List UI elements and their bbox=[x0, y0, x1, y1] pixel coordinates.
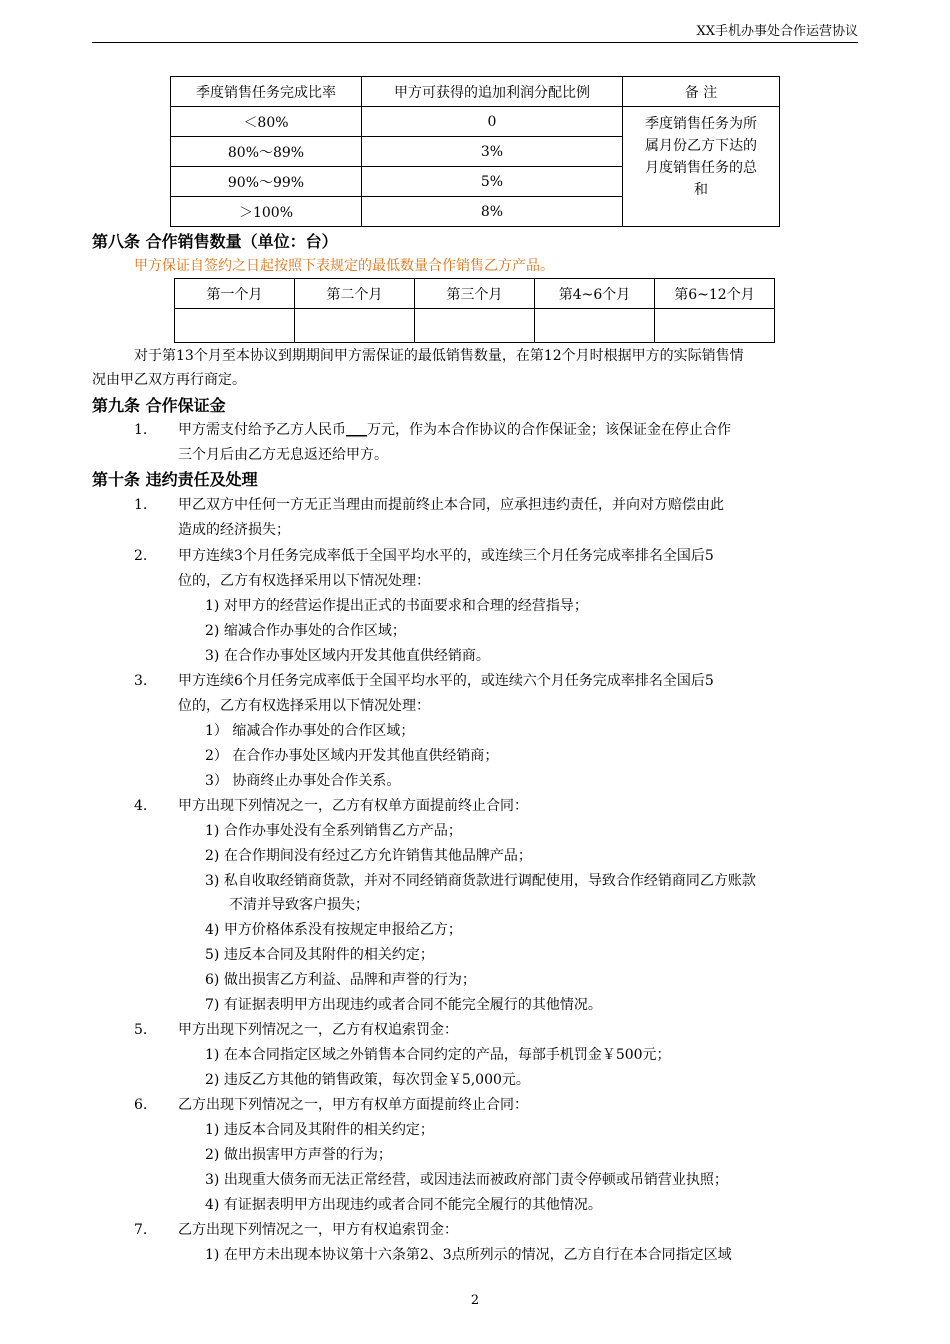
item-text: 位的，乙方有权选择采用以下情况处理： bbox=[178, 573, 430, 589]
sub-item: 2) 缩减合作办事处的合作区域； bbox=[205, 623, 406, 639]
sub-item: 3) 在合作办事处区域内开发其他直供经销商。 bbox=[205, 648, 490, 664]
sub-item: 1) 在甲方未出现本协议第十六条第2、3点所列示的情况，乙方自行在本合同指定区域 bbox=[205, 1247, 732, 1263]
sub-item: 1) 对甲方的经营运作提出正式的书面要求和合理的经营指导； bbox=[205, 598, 588, 614]
sales-quantity-table bbox=[174, 278, 775, 343]
sub-item: 7) 有证据表明甲方出现违约或者合同不能完全履行的其他情况。 bbox=[205, 997, 602, 1013]
table-cell: 5% bbox=[362, 167, 623, 197]
sub-item: 不清并导致客户损失； bbox=[229, 897, 369, 913]
table-header-cell: 第4~6个月 bbox=[535, 279, 655, 309]
sub-item: 2) 做出损害甲方声誉的行为； bbox=[205, 1147, 392, 1163]
table-header-cell: 第6~12个月 bbox=[655, 279, 775, 309]
note-line: 属月份乙方下达的 bbox=[645, 138, 757, 154]
table-header-cell: 季度销售任务完成比率 bbox=[171, 77, 362, 107]
sub-item: 1) 在本合同指定区域之外销售本合同约定的产品，每部手机罚金￥500元； bbox=[205, 1047, 671, 1063]
sub-item: 5) 违反本合同及其附件的相关约定； bbox=[205, 947, 434, 963]
table-header-cell: 第一个月 bbox=[175, 279, 295, 309]
item-text: 甲方出现下列情况之一，乙方有权单方面提前终止合同： bbox=[178, 798, 528, 814]
sub-item: 2) 违反乙方其他的销售政策，每次罚金￥5,000元。 bbox=[205, 1072, 530, 1088]
table-cell bbox=[415, 309, 535, 343]
item-number: 5. bbox=[134, 1022, 148, 1038]
item-text: 乙方出现下列情况之一，甲方有权单方面提前终止合同： bbox=[178, 1097, 528, 1113]
table-cell bbox=[655, 309, 775, 343]
item-text: 甲乙双方中任何一方无正当理由而提前终止本合同，应承担违约责任，并向对方赔偿由此 bbox=[178, 497, 724, 513]
amount-blank: ___ bbox=[346, 422, 367, 438]
note-line: 季度销售任务为所 bbox=[645, 116, 757, 132]
item-number: 4. bbox=[134, 798, 148, 814]
item-text: 甲方连续6个月任务完成率低于全国平均水平的，或连续六个月任务完成率排名全国后5 bbox=[178, 673, 714, 689]
article-10-title: 第十条 违约责任及处理 bbox=[92, 470, 258, 489]
article-8-intro: 甲方保证自签约之日起按照下表规定的最低数量合作销售乙方产品。 bbox=[134, 258, 554, 274]
item-text bbox=[178, 420, 731, 440]
sub-item: 1） 缩减合作办事处的合作区域； bbox=[205, 723, 415, 739]
sub-item: 3) 私自收取经销商货款，并对不同经销商货款进行调配使用，导致合作经销商同乙方账款 bbox=[205, 873, 756, 889]
table-cell bbox=[175, 309, 295, 343]
table-header-cell: 甲方可获得的追加利润分配比例 bbox=[362, 77, 623, 107]
sub-item: 1) 违反本合同及其附件的相关约定； bbox=[205, 1122, 434, 1138]
sub-item: 3） 协商终止办事处合作关系。 bbox=[205, 773, 401, 789]
item-text: 乙方出现下列情况之一，甲方有权追索罚金： bbox=[178, 1222, 458, 1238]
item-number: 2. bbox=[134, 548, 148, 564]
table-cell: 0 bbox=[362, 107, 623, 137]
note-line: 月度销售任务的总 bbox=[645, 160, 757, 176]
table-cell: 90%～99% bbox=[171, 167, 362, 197]
page-number: 2 bbox=[470, 1293, 480, 1308]
text-span: 甲方需支付给予乙方人民币 bbox=[178, 422, 346, 438]
sub-item: 6) 做出损害乙方利益、品牌和声誉的行为； bbox=[205, 972, 476, 988]
table-header-cell: 第二个月 bbox=[295, 279, 415, 309]
note-line: 和 bbox=[694, 182, 708, 198]
table-cell: 80%～89% bbox=[171, 137, 362, 167]
table-cell bbox=[295, 309, 415, 343]
sub-item: 1) 合作办事处没有全系列销售乙方产品； bbox=[205, 823, 462, 839]
item-number: 1. bbox=[134, 497, 148, 513]
page-header: XX手机办事处合作运营协议 bbox=[92, 22, 858, 43]
item-text: 三个月后由乙方无息返还给甲方。 bbox=[178, 447, 388, 463]
paragraph-line: 况由甲乙双方再行商定。 bbox=[92, 372, 246, 388]
text-span: 万元，作为本合作协议的合作保证金；该保证金在停止合作 bbox=[367, 422, 731, 438]
article-9-title: 第九条 合作保证金 bbox=[92, 396, 226, 415]
item-number: 6. bbox=[134, 1097, 148, 1113]
sub-item: 3) 出现重大债务而无法正常经营，或因违法而被政府部门责令停顿或吊销营业执照； bbox=[205, 1172, 728, 1188]
item-text: 甲方连续3个月任务完成率低于全国平均水平的，或连续三个月任务完成率排名全国后5 bbox=[178, 548, 714, 564]
table-cell: ＜80% bbox=[171, 107, 362, 137]
table-cell bbox=[535, 309, 655, 343]
table-cell: 8% bbox=[362, 197, 623, 227]
sub-item: 2） 在合作办事处区域内开发其他直供经销商； bbox=[205, 748, 499, 764]
sub-item: 4) 有证据表明甲方出现违约或者合同不能完全履行的其他情况。 bbox=[205, 1197, 602, 1213]
table-cell: 3% bbox=[362, 137, 623, 167]
item-text: 造成的经济损失； bbox=[178, 522, 290, 538]
table-header-cell: 第三个月 bbox=[415, 279, 535, 309]
item-number: 7. bbox=[134, 1222, 148, 1238]
sub-item: 4) 甲方价格体系没有按规定申报给乙方； bbox=[205, 922, 462, 938]
sub-item: 2) 在合作期间没有经过乙方允许销售其他品牌产品； bbox=[205, 848, 532, 864]
item-number: 1. bbox=[134, 422, 148, 438]
article-8-title: 第八条 合作销售数量（单位：台） bbox=[92, 232, 338, 251]
paragraph-line: 对于第13个月至本协议到期期间甲方需保证的最低销售数量，在第12个月时根据甲方的实际销售情 bbox=[134, 348, 744, 364]
table-cell: ＞100% bbox=[171, 197, 362, 227]
profit-share-table bbox=[170, 76, 780, 227]
item-text: 甲方出现下列情况之一，乙方有权追索罚金： bbox=[178, 1022, 458, 1038]
item-number: 3. bbox=[134, 673, 148, 689]
table-header-cell: 备 注 bbox=[623, 77, 780, 107]
item-text: 位的，乙方有权选择采用以下情况处理： bbox=[178, 698, 430, 714]
table-note-cell bbox=[623, 107, 780, 227]
